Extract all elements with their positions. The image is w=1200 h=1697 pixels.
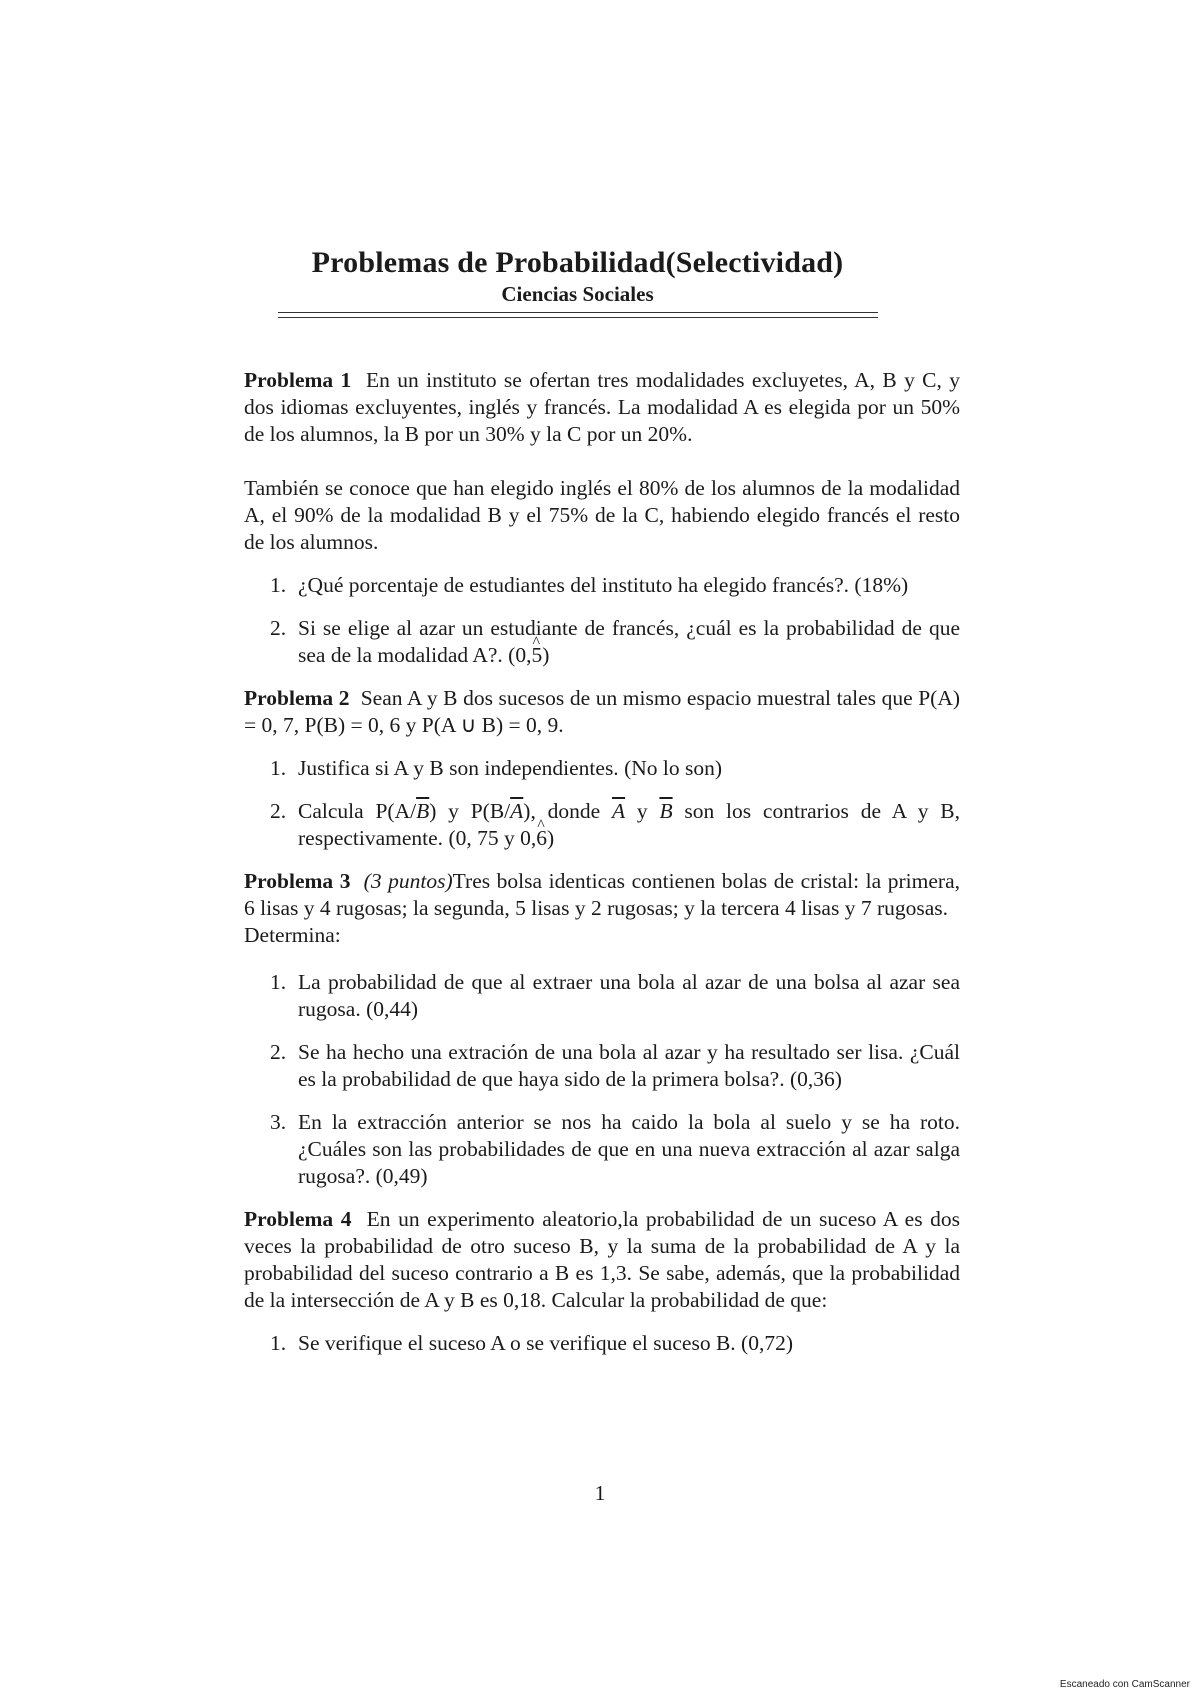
answer: (18%) xyxy=(854,573,909,597)
list-item: 2. Si se elige al azar un estudiante de francés, ¿cuál es la probabilidad de que sea de la modalidad A?. (0,^ 5) xyxy=(244,615,960,669)
answer: (0,^ 5) xyxy=(508,643,549,667)
problem-3-determina: Determina: xyxy=(244,923,341,947)
list-item: 2. Se ha hecho una extración de una bola al azar y ha resultado ser lisa. ¿Cuál es la probabilidad de que haya sido de la primera bolsa?. (0,36) xyxy=(270,1040,960,1091)
problem-1-paragraph-2: También se conoce que han elegido inglés el 80% de los alumnos de la modalidad A, el 90% de la modalidad B y el 75% de la C, habiendo elegido francés el resto de los alumnos. xyxy=(244,476,960,554)
problem-2-intro: Sean A y B dos sucesos de un mismo espacio muestral tales que P(A) = 0, 7, P(B) = 0, 6 y P(A ∪ B) = 0, 9. xyxy=(244,686,961,737)
problem-4 xyxy=(244,1206,960,1314)
answer: (0,72) xyxy=(741,1331,793,1355)
problem-3-points: (3 puntos) xyxy=(363,869,453,893)
list-item: 3. En la extracción anterior se nos ha caido la bola al suelo y se ha roto. ¿Cuáles son las probabilidades de que en una nueva extracción al azar salga rugosa?. (0,49) xyxy=(270,1110,960,1188)
problem-3-intro: Tres bolsa identicas contienen bolas de cristal: la primera, 6 lisas y 4 rugosas; la segunda, 5 lisas y 2 rugosas; y la tercera 4 lisas y 7 rugosas. xyxy=(244,869,961,920)
page-subtitle: Ciencias Sociales xyxy=(501,282,654,306)
answer: (0, 75 y 0,^ 6) xyxy=(448,826,554,850)
page-number: 1 xyxy=(594,1481,606,1505)
answer: (0,49) xyxy=(375,1164,428,1188)
answer: (No lo son) xyxy=(624,756,722,780)
list-item: 1. La probabilidad de que al extraer una bola al azar de una bolsa al azar sea rugosa. (0,44) xyxy=(270,970,960,1021)
problem-1-heading: Problema 1 xyxy=(244,368,352,392)
problem-2-questions xyxy=(244,755,960,852)
problem-3 xyxy=(244,868,960,922)
list-item: 2. Calcula $P(A/\overline{B})$ y $P(B/\overline{A})$, donde $\overline{A}$ y $\overline{B}$ son los contrarios de A y B, respectivamente. (0, 75 y 0,^ 6) xyxy=(244,798,960,852)
problem-4-questions xyxy=(244,1330,960,1357)
problem-1 xyxy=(244,367,960,448)
list-item: 1. Justifica si A y B son independientes. (No lo son) xyxy=(270,756,722,780)
scanner-watermark: Escaneado con CamScanner xyxy=(1059,1679,1190,1690)
problem-1-questions xyxy=(244,572,960,669)
list-item: 1. ¿Qué porcentaje de estudiantes del instituto ha elegido francés?. (18%) xyxy=(270,573,909,597)
list-item: 1. Se verifique el suceso A o se verifique el suceso B. (0,72) xyxy=(270,1331,793,1355)
problem-2 xyxy=(244,685,960,739)
answer: (0,36) xyxy=(789,1067,842,1091)
problem-4-heading: Problema 4 xyxy=(244,1207,352,1231)
problem-1-intro: En un instituto se ofertan tres modalidades excluyetes, A, B y C, y dos idiomas excluyentes, inglés y francés. La modalidad A es elegida por un 50% de los alumnos, la B por un 30% y la C por un 20%. xyxy=(244,368,961,446)
problem-3-heading: Problema 3 xyxy=(244,869,351,893)
document-body xyxy=(244,367,960,1373)
page-title: Problemas de Probabilidad(Selectividad) xyxy=(311,246,844,279)
problem-3-questions xyxy=(244,969,960,1190)
title-rule-bottom xyxy=(278,317,878,318)
title-rule-top xyxy=(278,312,878,313)
answer: (0,44) xyxy=(366,997,419,1021)
problem-4-intro: En un experimento aleatorio,la probabilidad de un suceso A es dos veces la probabilidad de otro suceso B, y la suma de la probabilidad de A y la probabilidad del suceso contrario a B es 1,3. Se sabe, además, que la probabilidad de la intersección de A y B es 0,18. Calcular la probabilidad de que: xyxy=(244,1207,961,1312)
problem-2-heading: Problema 2 xyxy=(244,686,350,710)
